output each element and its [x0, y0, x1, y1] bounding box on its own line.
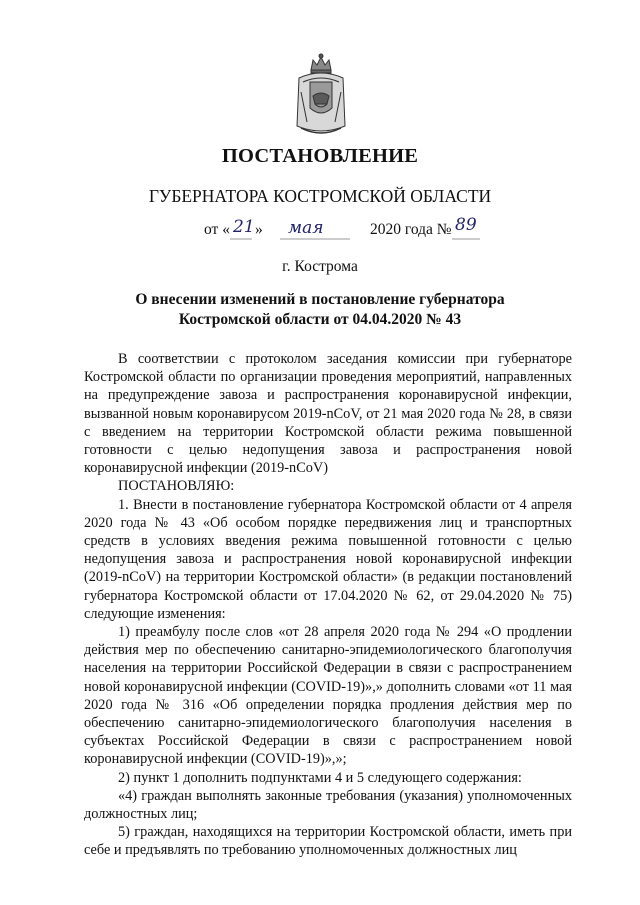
- handwritten-month: мая: [288, 218, 324, 238]
- preamble-paragraph: В соответствии с протоколом заседания комиссии при губернаторе Костромской области по организации проведения мероприятий, направленных на предупреждение завоза и распространения коронавирусной инфекции, вызванной новым коронавирусом 2019-nCoV, от 21 мая 2020 года № 28, в связи с введением на территории Костромской области режима повышенной готовности с целью недопущения завоза и распространения новой коронавирусной инфекции (2019-nCoV): [84, 351, 572, 477]
- subject-line-2: Костромской области от 04.04.2020 № 43: [178, 311, 462, 328]
- subject-line-1: О внесении изменений в постановление губернатора: [135, 291, 505, 308]
- date-line: [0, 215, 640, 249]
- handwritten-day: 21: [233, 217, 255, 237]
- date-underlines: [230, 236, 490, 242]
- date-prefix: от «: [204, 221, 230, 238]
- resolution-keyword: ПОСТАНОВЛЯЮ:: [118, 478, 235, 495]
- date-quote-close: »: [255, 221, 263, 238]
- issuer-title: ГУБЕРНАТОРА КОСТРОМСКОЙ ОБЛАСТИ: [148, 186, 492, 206]
- document-type-title: ПОСТАНОВЛЕНИЕ: [221, 145, 419, 167]
- subclause-1-paragraph: 1) преамбулу после слов «от 28 апреля 2020 года № 294 «О продлении действия мер по обеспечению санитарно-эпидемиологического благополучия населения на территории Российской Федерации в связи с распространением новой коронавирусной инфекции (COVID-19)»,» дополнить словами «от 11 мая 2020 года № 316 «Об определении порядка продления действия мер по обеспечению санитарно-эпидемиологического благополучия населения в субъектах Российской Федерации в связи с распространением новой коронавирусной инфекции (COVID-19)»,»;: [84, 624, 572, 768]
- coat-of-arms-emblem: [293, 52, 349, 138]
- subclause-2-paragraph: 2) пункт 1 дополнить подпунктами 4 и 5 следующего содержания:: [118, 769, 522, 786]
- date-year: 2020 года №: [370, 221, 452, 238]
- document-body: [84, 350, 572, 860]
- clause-1-paragraph: 1. Внести в постановление губернатора Костромской области от 4 апреля 2020 года № 43 «Об особом порядке передвижения лиц и транспортных средств в условиях введения режима повышенной готовности с целью недопущения завоза и распространения новой коронавирусной инфекции (2019-nCoV) на территории Костромской области» (в редакции постановлений губернатора Костромской области от 17.04.2020 № 62, от 29.04.2020 № 75) следующие изменения:: [84, 496, 572, 622]
- item-5-paragraph: 5) граждан, находящихся на территории Костромской области, иметь при себе и предъявлять по требованию уполномоченных должностных лиц: [84, 824, 572, 859]
- document-subject: [0, 290, 640, 330]
- item-4-paragraph: «4) граждан выполнять законные требования (указания) уполномоченных должностных лиц;: [84, 787, 572, 823]
- handwritten-doc-number: 89: [455, 215, 477, 235]
- city: г. Кострома: [282, 258, 358, 275]
